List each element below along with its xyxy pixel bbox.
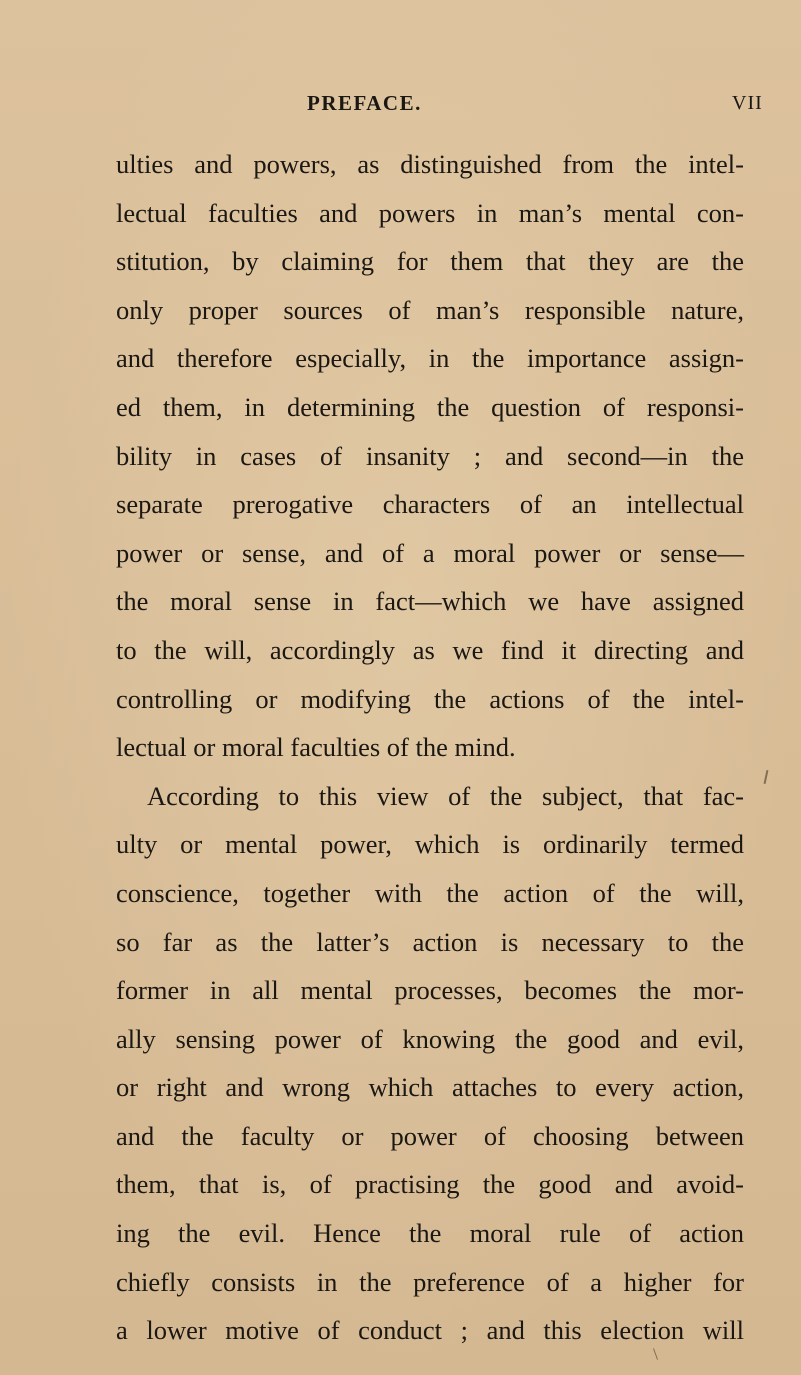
text-line: the moral sense in fact—which we have assigned — [116, 586, 744, 617]
text-line: ulties and powers, as distinguished from the intel- — [116, 149, 744, 179]
paragraph-end-line: lectual or moral faculties of the mind. — [116, 732, 516, 763]
text-line: and the faculty or power of choosing between — [116, 1120, 744, 1151]
text-line: ulty or mental power, which is ordinarily termed — [116, 829, 744, 860]
text-line: former in all mental processes, becomes the mor- — [116, 975, 744, 1006]
text-line: and therefore especially, in the importance assign- — [116, 343, 744, 374]
text-line: stitution, by claiming for them that they are the — [116, 246, 744, 277]
text-line: so far as the latter’s action is necessary to the — [116, 926, 744, 957]
paragraph-start-line: According to this view of the subject, that fac- — [147, 780, 744, 811]
text-line: chiefly consists in the preference of a higher for — [116, 1266, 744, 1297]
text-line: controlling or modifying the actions of the intel- — [116, 683, 744, 714]
paper-speck — [764, 770, 769, 784]
text-line: to the will, accordingly as we find it directing and — [116, 634, 744, 665]
text-line: bility in cases of insanity ; and second—in the — [116, 440, 744, 471]
text-line: ing the evil. Hence the moral rule of action — [116, 1218, 744, 1249]
text-line: lectual faculties and powers in man’s mental con- — [116, 197, 744, 228]
text-line: only proper sources of man’s responsible nature, — [116, 294, 744, 325]
body-text — [116, 140, 744, 1355]
text-line: power or sense, and of a moral power or sense— — [116, 537, 744, 568]
text-line: ally sensing power of knowing the good and evil, — [116, 1023, 744, 1054]
text-line: them, that is, of practising the good and avoid- — [116, 1169, 744, 1200]
text-line: ed them, in determining the question of responsi- — [116, 391, 744, 422]
text-line: or right and wrong which attaches to every action, — [116, 1072, 744, 1103]
text-line: separate prerogative characters of an intellectual — [116, 489, 744, 520]
running-head — [0, 88, 801, 118]
page-number: VII — [732, 92, 763, 114]
text-line: a lower motive of conduct ; and this election will — [116, 1315, 744, 1346]
running-title: PREFACE. — [307, 91, 422, 115]
text-line: conscience, together with the action of the will, — [116, 877, 744, 908]
